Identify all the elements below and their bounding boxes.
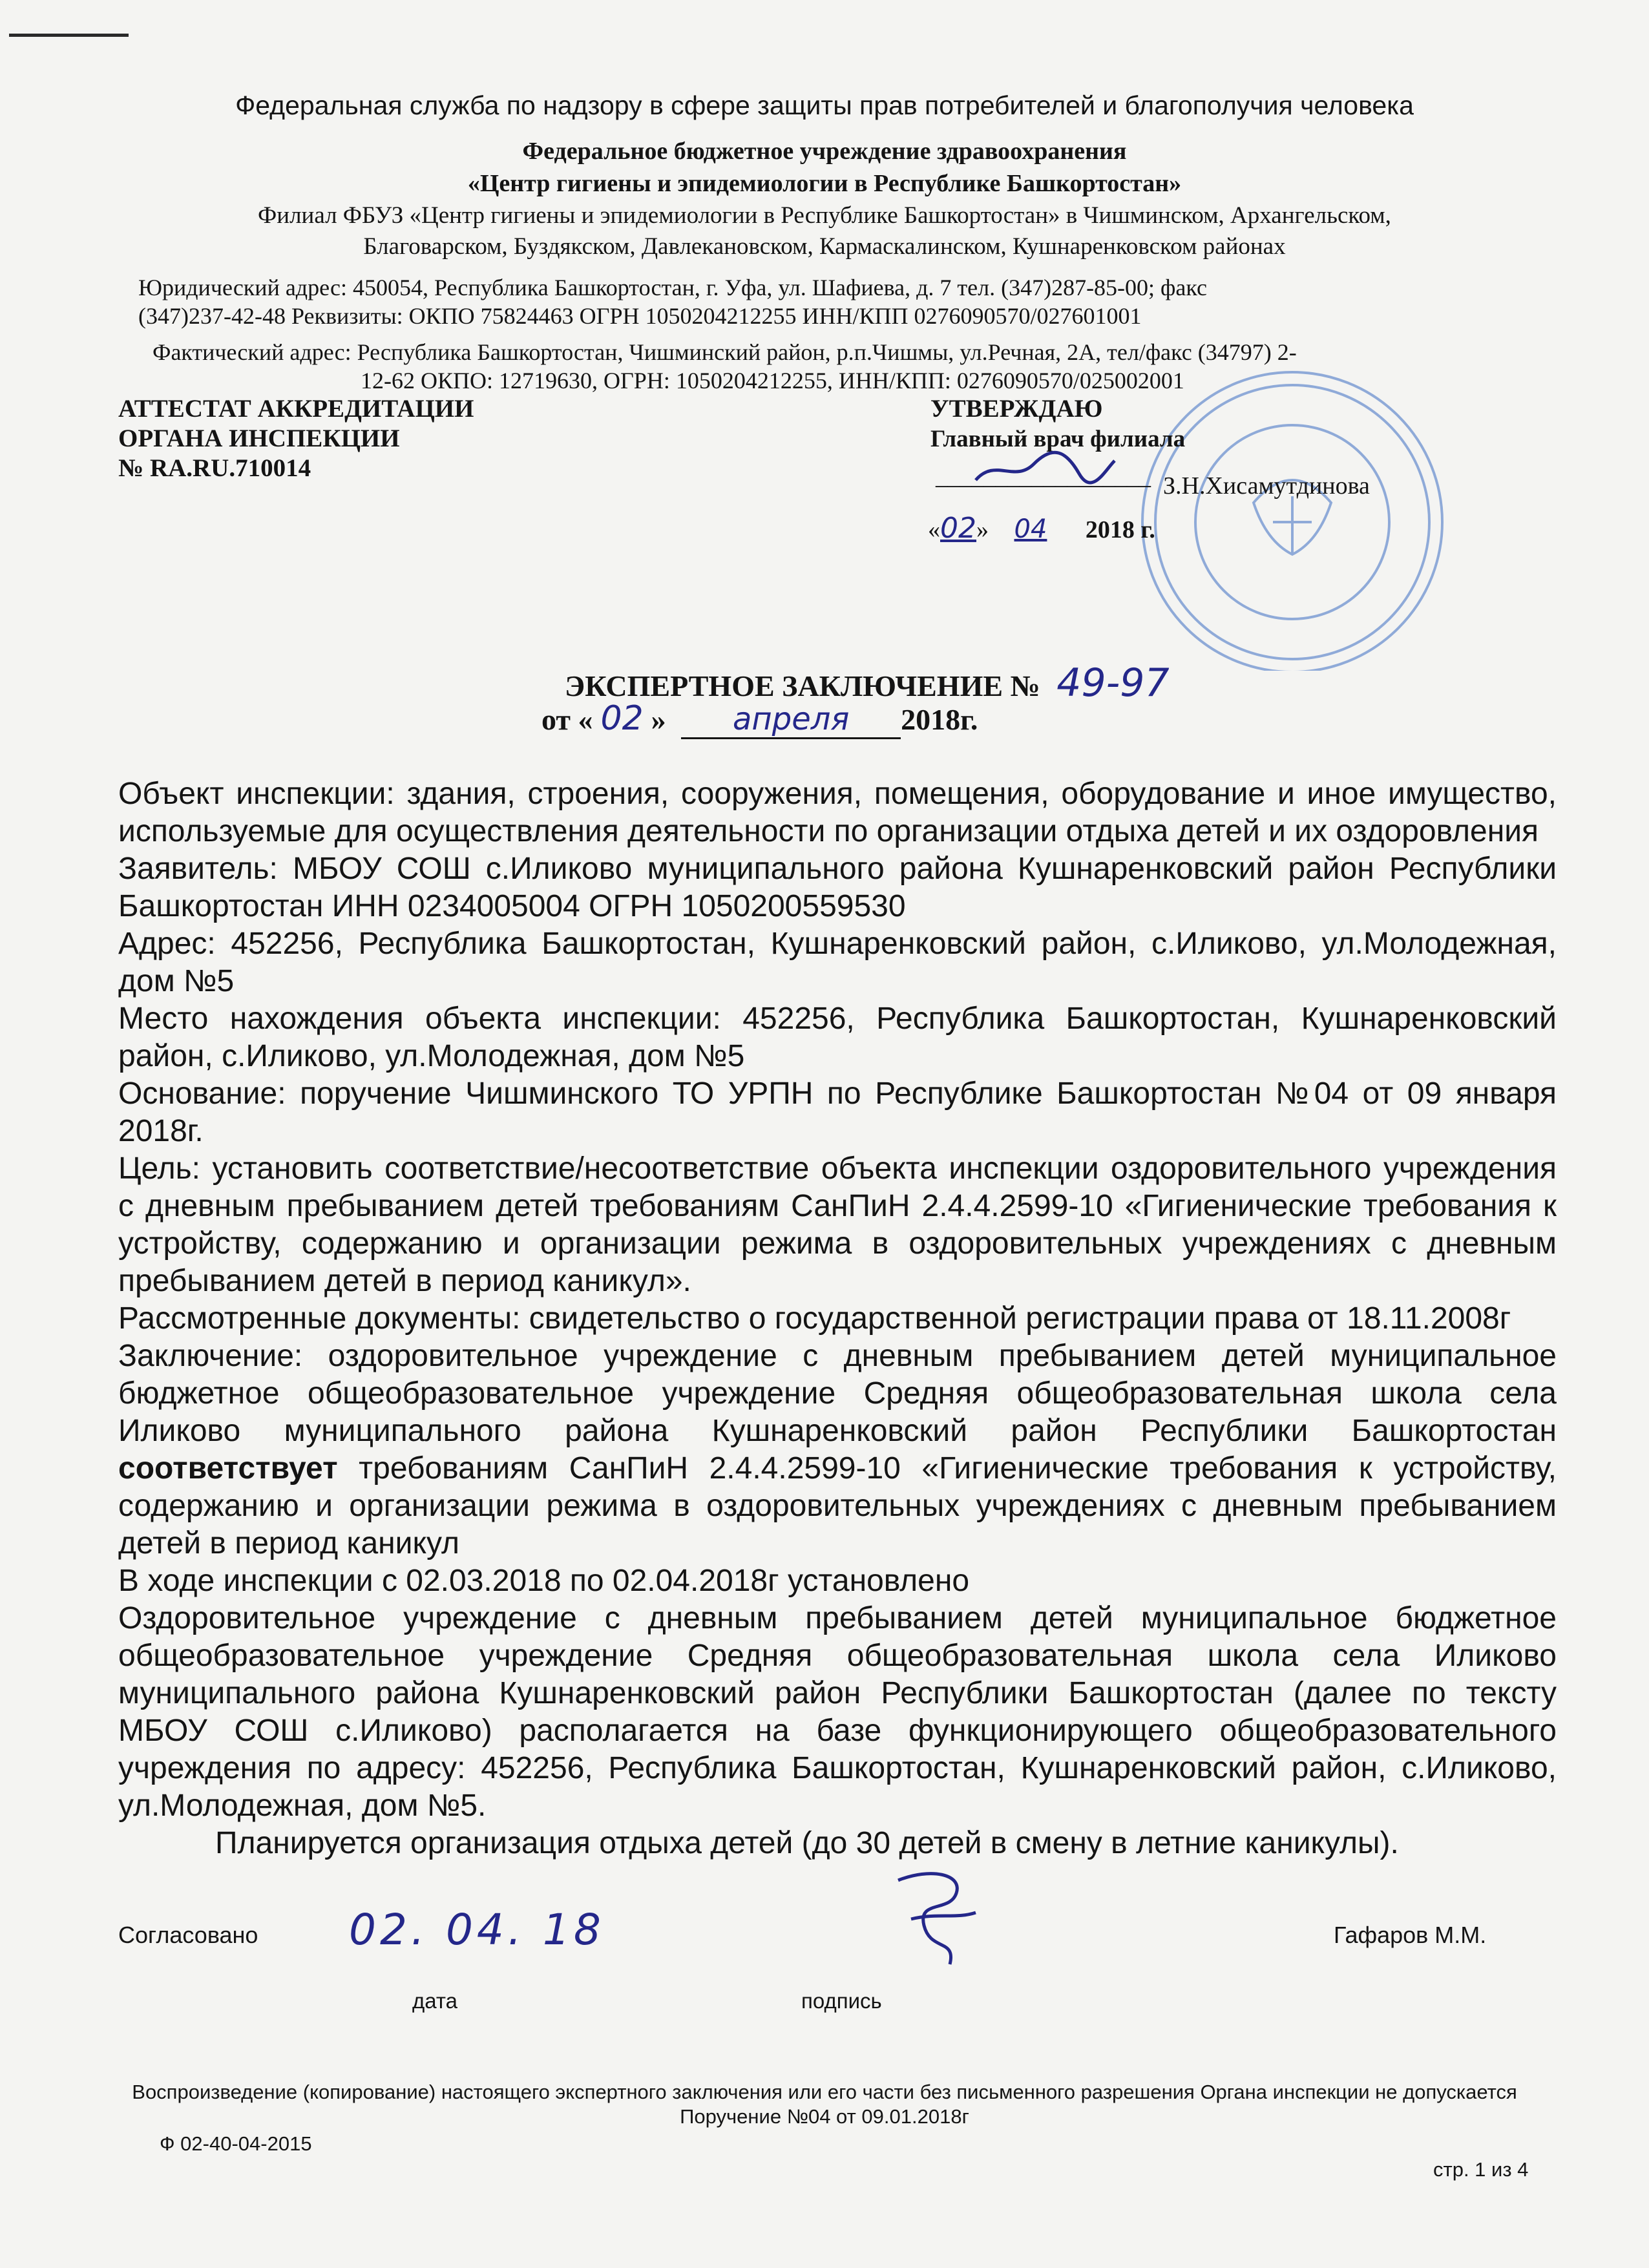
document-month-handwritten: апреля [732,701,850,737]
agency-name: Федеральная служба по надзору в сфере защиты прав потребителей и благополучия человека [235,90,1414,120]
agreement-date-handwritten: 02. 04. 18 [349,1905,605,1955]
applicant-address: Адрес: 452256, Республика Башкортостан, Кушнаренковский район, с.Иликово, ул.Молодежная, дом №5 [118,927,1557,998]
legal-address-line-1: Юридический адрес: 450054, Республика Башкортостан, г. Уфа, ул. Шафиева, д. 7 тел. (347)287-85-00; факс [138,275,1207,300]
institution-line-2: «Центр гигиены и эпидемиологии в Республике Башкортостан» [467,170,1182,197]
form-code: Ф 02-40-04-2015 [160,2132,312,2155]
approval-title: УТВЕРЖДАЮ [930,395,1103,423]
inspection-object: Объект инспекции: здания, строения, сооружения, помещения, оборудование и иное имущество, используемые для осуществления деятельности по организации отдыха детей и их оздоровления [118,777,1557,848]
date-caption: дата [412,1989,457,2013]
agreement-label: Согласовано [118,1922,258,1948]
document-body [118,775,1557,1862]
document-title-label: ЭКСПЕРТНОЕ ЗАКЛЮЧЕНИЕ № [565,669,1040,702]
object-location: Место нахождения объекта инспекции: 452256, Республика Башкортостан, Кушнаренковский район, с.Иликово, ул.Молодежная, дом №5 [118,1002,1557,1073]
actual-address-line-2: 12-62 ОКПО: 12719630, ОГРН: 1050204212255, ИНН/КПП: 0276090570/025002001 [361,368,1184,394]
branch-line-1: Филиал ФБУЗ «Центр гигиены и эпидемиологии в Республике Башкортостан» в Чишминском, Архангельском, [258,202,1391,229]
document-year: 2018г. [901,703,978,736]
approval-date-open-quote: « [928,516,940,543]
document-date-mid: » [651,703,666,736]
page-number: стр. 1 из 4 [1433,2158,1529,2181]
scan-corner-mark [9,34,129,37]
approval-date-close-quote: » [976,516,989,543]
legal-address-line-2: (347)237-42-48 Реквизиты: ОКПО 75824463 ОГРН 1050204212255 ИНН/КПП 0276090570/027601001 [138,303,1142,329]
copy-notice: Воспроизведение (копирование) настоящего экспертного заключения или его части без письменного разрешения Органа инспекции не допускается [132,2081,1517,2103]
agreement-name: Гафаров М.М. [1334,1922,1487,1948]
accreditation-block [118,394,474,483]
approval-signature-line: __________________ [936,463,1151,490]
conclusion-text-before: Заключение: оздоровительное учреждение с дневным пребыванием детей муниципальное бюджетное общеобразовательное учреждение Средняя общеобразовательная школа села Иликово муниципального района Кушнаренковский район Республики Башкортостан [118,1339,1557,1448]
conclusion-text-after: требованиям СанПиН 2.4.4.2599-10 «Гигиенические требования к устройству, содержанию и организации режима в оздоровительных учреждениях с дневным пребыванием детей в период каникул [118,1451,1557,1560]
signature-caption: подпись [801,1989,882,2013]
inspection-period: В ходе инспекции с 02.03.2018 по 02.04.2018г установлено [118,1564,970,1598]
planned-activity: Планируется организация отдыха детей (до 30 детей в смену в летние каникулы). [215,1826,1399,1860]
applicant: Заявитель: МБОУ СОШ с.Иликово муниципального района Кушнаренковский район Республики Башкортостан ИНН 0234005004 ОГРН 1050200559530 [118,852,1557,923]
accreditation-number: № RA.RU.710014 [118,454,311,482]
approval-year: 2018 г. [1085,516,1155,543]
document-date [541,699,978,739]
approval-day-handwritten: 02 [940,512,976,545]
approval-position: Главный врач филиала [930,426,1186,452]
conclusion-verdict: соответствует [118,1451,338,1486]
inspection-goal: Цель: установить соответствие/несоответствие объекта инспекции оздоровительного учреждения с дневным пребыванием детей требованиям СанПиН 2.4.4.2599-10 «Гигиенические требования к устройству, содержанию и организации режима в оздоровительных учреждениях с дневным пребыванием детей в период каникул». [118,1151,1557,1298]
conclusion [118,1338,1557,1562]
document-date-prefix: от « [541,703,593,736]
agreement-signature-scribble [879,1861,989,1971]
accreditation-line-1: АТТЕСТАТ АККРЕДИТАЦИИ [118,395,474,423]
approval-name: З.Н.Хисамутдинова [1163,472,1370,499]
branch-line-2: Благоварском, Буздякском, Давлекановском, Кармаскалинском, Кушнаренковском районах [363,233,1286,260]
approval-month-handwritten: 04 [1014,514,1047,544]
actual-address-line-1: Фактический адрес: Республика Башкортостан, Чишминский район, р.п.Чишмы, ул.Речная, 2А, тел/факс (34797) 2- [152,339,1297,365]
facility-description: Оздоровительное учреждение с дневным пребыванием детей муниципальное бюджетное общеобразовательное учреждение Средняя общеобразовательная школа села Иликово муниципального района Кушнаренковский район Республики Башкортостан (далее по тексту МБОУ СОШ с.Иликово) располагается на базе функционирующего общеобразовательного учреждения по адресу: 452256, Республика Башкортостан, Кушнаренковский район, с.Иликово, ул.Молодежная, дом №5. [118,1601,1557,1823]
inspection-basis: Основание: поручение Чишминского ТО УРПН по Республике Башкортостан №04 от 09 января 2018г. [118,1076,1557,1148]
document-number-handwritten: 49-97 [1056,660,1170,706]
reviewed-documents: Рассмотренные документы: свидетельство о государственной регистрации права от 18.11.2008г [118,1301,1511,1336]
accreditation-line-2: ОРГАНА ИНСПЕКЦИИ [118,425,400,452]
institution-line-1: Федеральное бюджетное учреждение здравоохранения [522,138,1127,165]
document-day-handwritten: 02 [600,699,644,738]
approval-date [928,512,1155,545]
order-reference: Поручение №04 от 09.01.2018г [680,2105,969,2128]
